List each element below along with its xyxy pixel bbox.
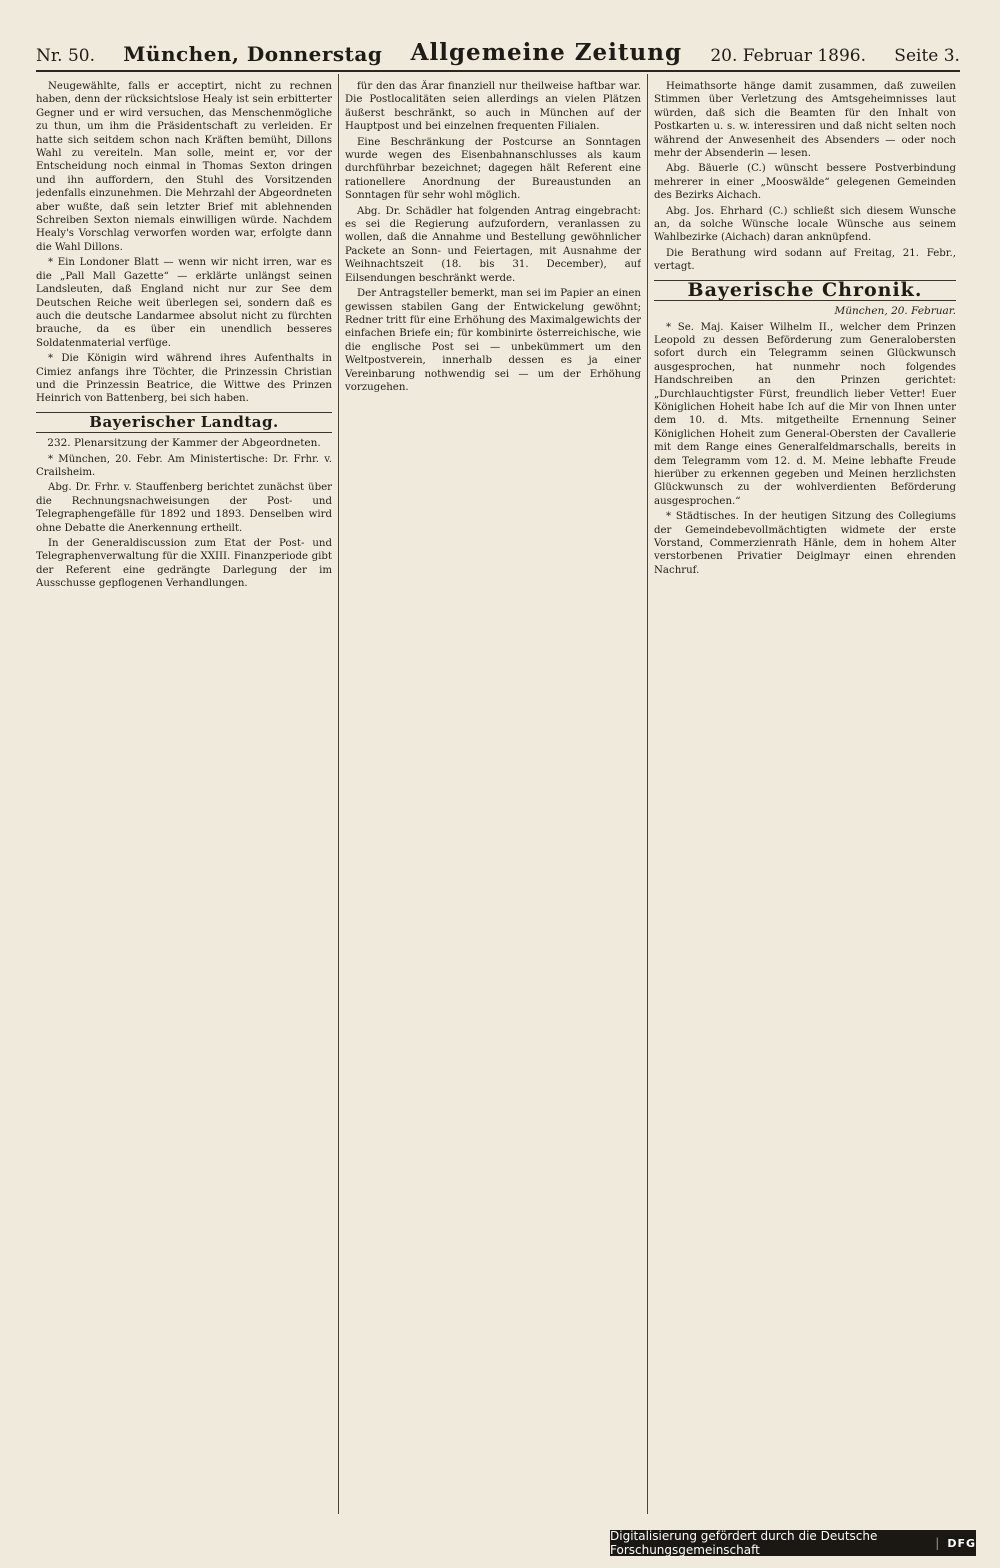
header-rule [36, 70, 960, 72]
paragraph: In der Generaldiscussion zum Etat der Post- und Telegraphenverwaltung für die XXIII. Finanzperiode gibt der Referent eine gedrängte Darlegung der im Ausschusse gepflogenen Verhandlungen. [36, 538, 332, 590]
paragraph: Abg. Jos. Ehrhard (C.) schließt sich diesem Wunsche an, da solche Wünsche locale Wünsche aus seinem Wahlbezirke (Aichach) daran anknüpfend. [654, 205, 956, 244]
masthead [36, 30, 960, 66]
paragraph: Der Antragsteller bemerkt, man sei im Papier an einen gewissen stabilen Gang der Entwickelung gewöhnt; Redner tritt für eine Erhöhung des Maximalgewichts der einfachen Briefe ein; für kombinirte österreichische, wie die englische Post sei — unbekümmert um den Weltpostverein, innerhalb dessen es ja einer Vereinbarung nothwendig sei — um der Erhöhung vorzugehen. [345, 288, 641, 393]
page-number: Seite 3. [894, 46, 960, 66]
column-3 [654, 80, 956, 1510]
newspaper-title: Allgemeine Zeitung [410, 39, 683, 66]
paragraph: * Städtisches. In der heutigen Sitzung des Collegiums der Gemeindebevollmächtigten widmete der erste Vorstand, Commerzienrath Hänle, dem in hohem Alter verstorbenen Privatier Deiglmayr einen ehrenden Nachruf. [654, 511, 956, 576]
column-1 [36, 80, 332, 1510]
paragraph: Die Berathung wird sodann auf Freitag, 21. Febr., vertagt. [654, 247, 956, 273]
chronicle-dateline: München, 20. Februar. [834, 305, 956, 318]
paragraph: für den das Ärar finanziell nur theilweise haftbar war. Die Postlocalitäten seien allerdings an vielen Plätzen äußerst beschränkt, so auch in München auf der Hauptpost und bei einzelnen frequenten Filialen. [345, 81, 641, 133]
digitization-credit-text: Digitalisierung gefördert durch die Deutsche Forschungsgemeinschaft [610, 1529, 878, 1557]
paragraph: Neugewählte, falls er acceptirt, nicht zu rechnen haben, denn der rücksichtslose Healy ist sein erbitterter Gegner und er wird versuchen, das Menschenmögliche zu thun, um ihm die Präsidentschaft zu verleiden. Er hatte sich seitdem schon nach Kräften bemüht, Dillons Wahl zu vereiteln. Man solle, meint er, vor der Entscheidung noch einmal in Thomas Sexton dringen und ihn auffordern, den Stuhl des Vorsitzenden jedenfalls einzunehmen. Die Mehrzahl der Abgeordneten aber wußte, daß sein letzter Brief mit ablehnenden Schreiben Sexton niemals einwilligen würde. Nachdem Healy's Vorschlag verworfen worden war, erfolgte dann die Wahl Dillons. [36, 81, 332, 253]
column-divider [338, 74, 339, 1514]
place-day: München, Donnerstag [123, 42, 383, 66]
separator: | [935, 1536, 940, 1550]
paragraph: Abg. Bäuerle (C.) wünscht bessere Postverbindung mehrerer in einer „Mooswälde“ gelegenen Gemeinden des Bezirks Aichach. [654, 163, 956, 202]
paragraph: Heimathsorte hänge damit zusammen, daß zuweilen Stimmen über Verletzung des Amtsgeheimnisses laut würden, daß sich die Beamten für den Inhalt von Postkarten u. s. w. interessiren und daß nicht selten noch während der Anwesenheit des Absenders — oder noch mehr der Absenderin — lesen. [654, 81, 956, 160]
session-title: 232. Plenarsitzung der Kammer der Abgeordneten. [47, 437, 321, 450]
session-dateline: * München, 20. Febr. Am Ministertische: Dr. Frhr. v. Crailsheim. [36, 453, 332, 478]
section-heading-chronik: Bayerische Chronik. [654, 280, 956, 301]
issue-number: Nr. 50. [36, 46, 95, 66]
paragraph: Abg. Dr. Frhr. v. Stauffenberg berichtet zunächst über die Rechnungsnachweisungen der Post- und Telegraphengefälle für 1892 und 1893. Denselben wird ohne Debatte die Anerkennung ertheilt. [36, 482, 332, 534]
paragraph: * Die Königin wird während ihres Aufenthalts in Cimiez anfangs ihre Töchter, die Prinzessin Christian und die Prinzessin Beatrice, die Wittwe des Prinzen Heinrich von Battenberg, bei sich haben. [36, 353, 332, 405]
paragraph: Abg. Dr. Schädler hat folgenden Antrag eingebracht: es sei die Regierung aufzufordern, veranlassen zu wollen, daß die Annahme und Bestellung gewöhnlicher Packete an Sonn- und Feiertagen, mit Ausnahme der Weihnachtszeit (18. bis 31. December), auf Eilsendungen beschränkt werde. [345, 205, 641, 284]
dfg-logo: DFG [947, 1536, 976, 1550]
paragraph: * Se. Maj. Kaiser Wilhelm II., welcher dem Prinzen Leopold zu dessen Beförderung zum Generalobersten sofort durch ein Telegramm seinen Glückwunsch ausgesprochen, hat nunmehr noch folgendes Handschreiben an den Prinzen gerichtet: „Durchlauchtigster Fürst, freundlich lieber Vetter! Euer Königlichen Hoheit habe Ich auf die Mir von Ihnen unter dem 10. d. Mts. mitgetheilte Ernennung Seiner Königlichen Hoheit zum General-Obersten der Cavallerie mit dem Range eines Generalfeldmarschalls, bereits in dem Telegramm vom 12. d. M. Meine lebhafte Freude hierüber zu erkennen gegeben und Meinen herzlichsten Glückwunsch zu der wohlverdienten Beförderung ausgesprochen.“ [654, 321, 956, 507]
column-2 [345, 80, 641, 1510]
paragraph: * Ein Londoner Blatt — wenn wir nicht irren, war es die „Pall Mall Gazette“ — erklärte unlängst seinen Landsleuten, daß England nicht nur zur See dem Deutschen Reiche weit überlegen sei, sondern daß es auch die deutsche Landarmee absolut nicht zu fürchten brauche, da es über ein unendlich besseres Soldatenmaterial verfüge. [36, 257, 332, 349]
issue-date: 20. Februar 1896. [710, 46, 867, 66]
paragraph: Eine Beschränkung der Postcurse an Sonntagen wurde wegen des Eisenbahnanschlusses als kaum durchführbar bezeichnet; dagegen hält Referent eine rationellere Anordnung der Bureaustunden an Sonntagen für sehr wohl möglich. [345, 136, 641, 202]
section-heading-landtag: Bayerischer Landtag. [36, 412, 332, 433]
column-divider [647, 74, 648, 1514]
digitization-credit-bar [610, 1530, 976, 1556]
